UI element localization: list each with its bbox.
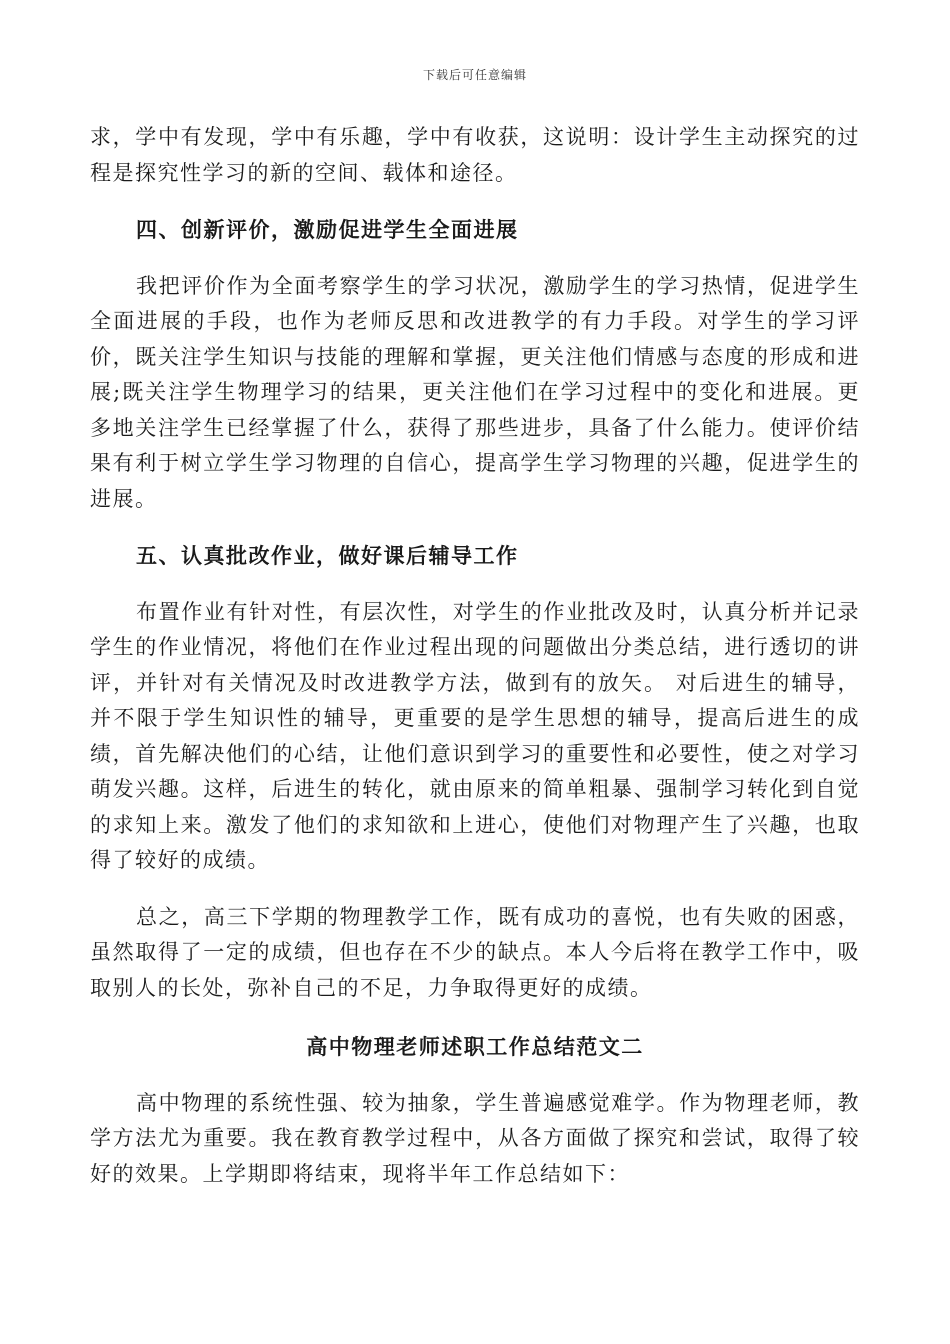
spacer: [90, 517, 860, 538]
spacer: [90, 248, 860, 269]
paragraph-second-article: 高中物理的系统性强、较为抽象，学生普遍感觉难学。作为物理老师，教学方法尤为重要。我在教育教学过程中，从各方面做了探究和尝试，取得了较好的效果。上学期即将结束，现将半年工作总结如下：: [90, 1090, 860, 1186]
paragraph-homework: 布置作业有针对性，有层次性，对学生的作业批改及时，认真分析并记录学生的作业情况，将他们在作业过程出现的问题做出分类总结，进行透切的讲评，并针对有关情况及时改进教学方法，做到有的放矢。 对后进生的辅导，并不限于学生知识性的辅导，更重要的是学生思想的辅导，提高后进生的成绩，首先解决他们的心结，让他们意识到学习的重要性和必要性，使之对学习萌发兴趣。这样，后进生的转化，就由原来的简单粗暴、强制学习转化到自觉的求知上来。激发了他们的求知欲和上进心，使他们对物理产生了兴趣，也取得了较好的成绩。: [90, 599, 860, 872]
section-heading-5: 五、认真批改作业，做好课后辅导工作: [136, 543, 519, 568]
paragraph-summary: 总之，高三下学期的物理教学工作，既有成功的喜悦，也有失败的困惑，虽然取得了一定的成绩，但也存在不少的缺点。本人今后将在教学工作中，吸取别人的长处，弥补自己的不足，力争取得更好的成绩。: [90, 904, 860, 1000]
spacer: [90, 574, 860, 595]
spacer: [90, 1065, 860, 1086]
spacer: [90, 1006, 860, 1029]
paragraph-evaluation: 我把评价作为全面考察学生的学习状况，激励学生的学习热情，促进学生全面进展的手段，也作为老师反思和改进教学的有力手段。对学生的学习评价，既关注学生知识与技能的理解和掌握，更关注他们情感与态度的形成和进展;既关注学生物理学习的结果，更关注他们在学习过程中的变化和进展。更多地关注学生已经掌握了什么，获得了那些进步，具备了什么能力。使评价结果有利于树立学生学习物理的自信心，提高学生学习物理的兴趣，促进学生的进展。: [90, 273, 860, 511]
section-heading-4: 四、创新评价，激励促进学生全面进展: [136, 217, 519, 242]
document-body: [90, 120, 860, 1192]
page-header-note: 下载后可任意编辑: [422, 68, 527, 82]
spacer: [90, 191, 860, 212]
spacer: [90, 879, 860, 900]
paragraph-intro: 求，学中有发现，学中有乐趣，学中有收获，这说明：设计学生主动探究的过程是探究性学习的新的空间、载体和途径。: [90, 125, 860, 185]
article-title-2: 高中物理老师述职工作总结范文二: [306, 1034, 644, 1059]
